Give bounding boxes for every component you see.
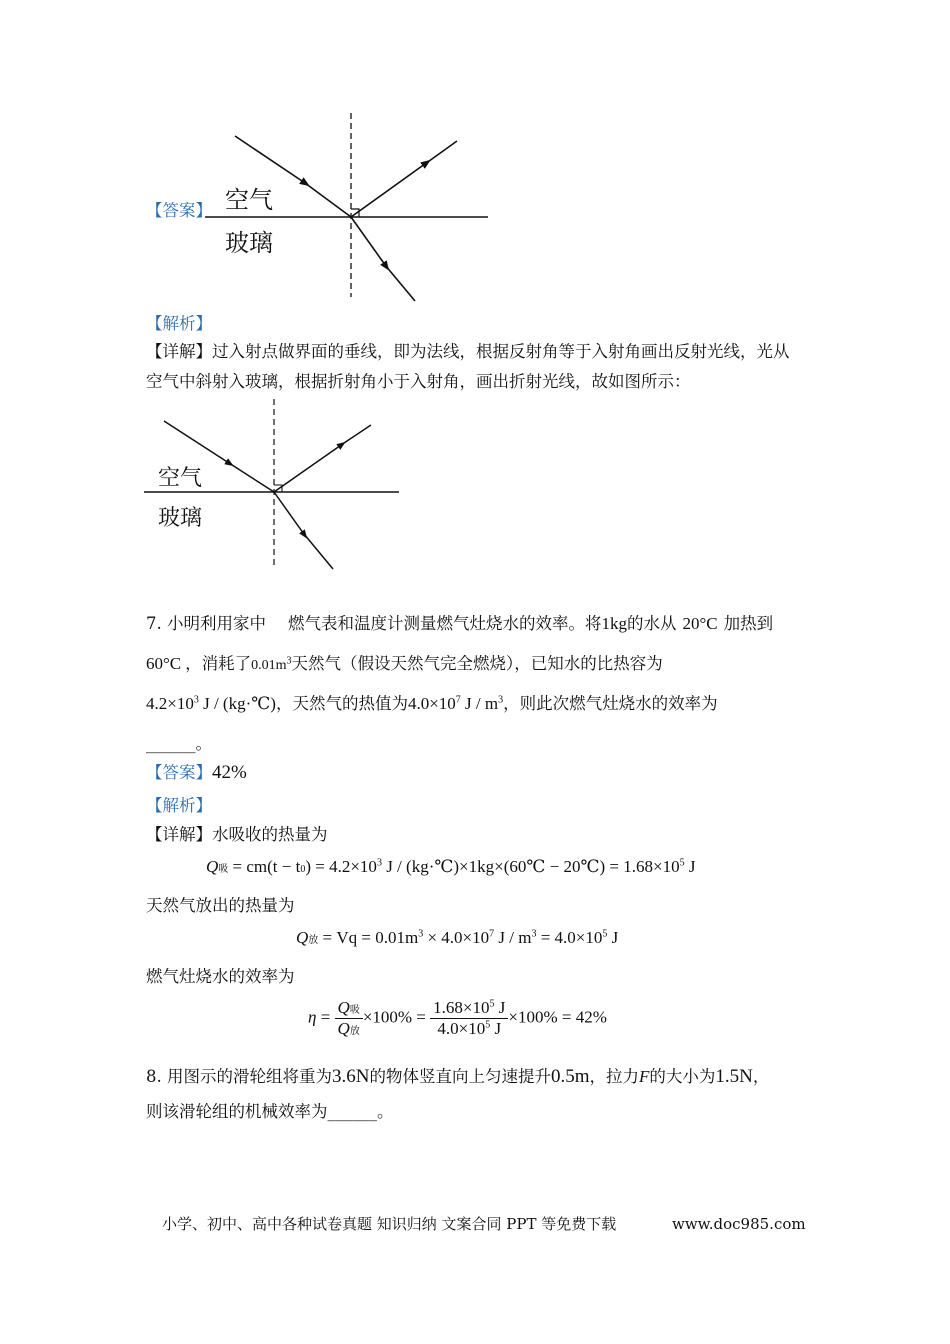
answer-tag: 【答案】 bbox=[146, 201, 212, 220]
incident-ray-tail bbox=[229, 463, 274, 492]
q7-text-1a: 7. 小明利用家中 bbox=[146, 614, 266, 633]
q7-frac2-num-a: 1.68×10 bbox=[433, 998, 490, 1017]
q8-force-symbol: F bbox=[639, 1067, 650, 1086]
q7-frac1-Q2: Q bbox=[337, 1019, 350, 1038]
q7-start-temp: 20°C bbox=[682, 614, 718, 633]
q7-frac1-Q: Q bbox=[337, 998, 350, 1017]
q7-eq2-e: J bbox=[607, 928, 619, 947]
q7-line-1 bbox=[146, 613, 773, 635]
q7-eq2-d: = 4.0×10 bbox=[536, 928, 603, 947]
q7-frac2-num-exp: 5 bbox=[489, 998, 495, 1010]
q7-eq2-sub: 放 bbox=[308, 935, 319, 946]
q8-line-1 bbox=[146, 1066, 769, 1088]
reflected-ray bbox=[274, 443, 344, 492]
q7-frac2-num bbox=[430, 998, 508, 1019]
footer-link[interactable]: www.doc985.com bbox=[672, 1215, 806, 1233]
q7-text-2a: ，消耗了 bbox=[185, 654, 252, 673]
q7-frac1-sub: 吸 bbox=[349, 1005, 360, 1016]
q7-equation-2 bbox=[296, 928, 618, 948]
incident-ray-tail bbox=[305, 183, 351, 217]
q7-eq2-exp1: 3 bbox=[418, 928, 424, 940]
q7-eq2-b: × 4.0×10 bbox=[423, 928, 490, 947]
q7-step-2: 天然气放出的热量为 bbox=[146, 896, 295, 915]
q7-text-1d: 加热到 bbox=[723, 614, 774, 633]
q7-frac2-den bbox=[430, 1019, 508, 1039]
q7-blank: ______。 bbox=[146, 734, 212, 753]
q7-eq1-sub0: 0 bbox=[300, 864, 306, 875]
q7-text-2b: 天然气（假设天然气完全燃烧），已知水的比热容为 bbox=[291, 654, 663, 673]
q7-eq1-sub: 吸 bbox=[218, 864, 229, 875]
q7-frac2-den-exp: 5 bbox=[485, 1019, 491, 1031]
q7-eq2-Q: Q bbox=[296, 928, 309, 947]
q8-force: 1.5N bbox=[715, 1066, 753, 1087]
q7-specific-heat bbox=[146, 694, 276, 713]
q8-text-1d: 的大小为 bbox=[649, 1067, 716, 1086]
q7-eq1-exp2: 5 bbox=[679, 857, 685, 869]
q7-step-1 bbox=[146, 824, 328, 846]
reflected-ray bbox=[351, 161, 429, 217]
glass-label: 玻璃 bbox=[158, 506, 203, 531]
q8-text-1e: ， bbox=[752, 1067, 770, 1086]
q7-frac1-num bbox=[335, 998, 363, 1019]
detail-tag: 【详解】 bbox=[146, 342, 212, 361]
footer-text: 小学、初中、高中各种试卷真题 知识归纳 文案合同 PPT 等免费下载 bbox=[162, 1215, 617, 1233]
refracted-ray bbox=[274, 492, 306, 537]
q7-text-1c: 的水从 bbox=[627, 614, 677, 633]
q7-step-1-text: 水吸收的热量为 bbox=[212, 825, 328, 844]
q7-detail-tag: 【详解】 bbox=[146, 825, 212, 844]
q7-text-3b: ，则此次燃气灶烧水的效率为 bbox=[503, 694, 718, 713]
answer-refraction-diagram bbox=[195, 105, 505, 310]
q7-equation-1 bbox=[206, 857, 695, 877]
q7-answer-tag: 【答案】 bbox=[146, 763, 212, 782]
refracted-ray bbox=[351, 217, 388, 269]
q7-answer-value: 42% bbox=[212, 762, 247, 783]
q7-volume bbox=[251, 655, 292, 673]
q7-line-3 bbox=[146, 693, 718, 715]
q7-eq2-a: = Vq = 0.01m bbox=[318, 928, 419, 947]
q7-end-temp: 60°C bbox=[146, 654, 182, 673]
q7-heat-value bbox=[408, 694, 503, 713]
q7-q-coef: 4.0×10 bbox=[407, 694, 456, 713]
q7-eq2-exp4: 5 bbox=[602, 928, 608, 940]
q7-volume-num: 0.01m bbox=[251, 658, 287, 673]
glass-label: 玻璃 bbox=[225, 229, 273, 257]
q7-eq3-fraction-1 bbox=[335, 998, 363, 1039]
reflected-ray-tail bbox=[341, 425, 371, 445]
q7-frac2-den-b: J bbox=[490, 1019, 502, 1038]
q7-eq2-exp3: 3 bbox=[531, 928, 537, 940]
q7-c-coef: 4.2×10 bbox=[146, 694, 194, 713]
q7-eq3-fraction-2 bbox=[430, 998, 508, 1039]
q7-equation-3 bbox=[308, 998, 607, 1039]
q8-height: 0.5m bbox=[550, 1066, 590, 1087]
air-label: 空气 bbox=[158, 466, 203, 491]
reflected-ray-tail bbox=[425, 141, 457, 164]
q7-eq1-Q: Q bbox=[206, 857, 219, 876]
q7-q-unit-exp: 3 bbox=[498, 694, 504, 706]
incident-ray bbox=[235, 136, 308, 185]
q7-eq3-b: ×100% = bbox=[362, 1007, 431, 1027]
q7-eq3-c: ×100% = 42% bbox=[508, 1007, 607, 1027]
q7-step-3: 燃气灶烧水的效率为 bbox=[146, 967, 295, 986]
q7-q-exp: 7 bbox=[455, 694, 461, 706]
q7-eq2-c: J / m bbox=[494, 928, 532, 947]
q7-volume-exp: 3 bbox=[286, 655, 292, 667]
air-label: 空气 bbox=[225, 186, 273, 214]
q7-analysis-tag: 【解析】 bbox=[146, 796, 212, 815]
q7-text-1b: 燃气表和温度计测量燃气灶烧水的效率。将 bbox=[288, 614, 602, 633]
q7-c-unit: J / (kg·℃) bbox=[198, 694, 276, 713]
q7-mass: 1kg bbox=[601, 614, 627, 633]
q8-line-2: 则该滑轮组的机械效率为______。 bbox=[146, 1102, 394, 1121]
q7-eq1-b: ) = 4.2×10 bbox=[305, 857, 377, 876]
q7-frac2-num-b: J bbox=[494, 998, 506, 1017]
analysis-tag: 【解析】 bbox=[146, 314, 212, 333]
q7-eq1-c: J / (kg·℃)×1kg×(60℃ − 20℃) = 1.68×10 bbox=[381, 857, 680, 876]
q7-eq2-exp2: 7 bbox=[489, 928, 495, 940]
q7-q-unit: J / m bbox=[460, 694, 499, 713]
q7-text-3a: ，天然气的热值为 bbox=[275, 694, 408, 713]
q7-answer-line bbox=[146, 762, 247, 784]
q7-eq1-d: J bbox=[684, 857, 696, 876]
analysis-line-2: 空气中斜射入玻璃，根据折射角小于入射角，画出折射光线，故如图所示： bbox=[146, 372, 691, 391]
q7-frac2-den-a: 4.0×10 bbox=[437, 1019, 486, 1038]
q7-line-2 bbox=[146, 653, 663, 677]
refracted-ray-tail bbox=[304, 534, 333, 569]
refracted-ray-tail bbox=[385, 265, 415, 301]
q8-weight: 3.6N bbox=[332, 1066, 370, 1087]
analysis-text-1: 过入射点做界面的垂线，即为法线，根据反射角等于入射角画出反射光线，光从 bbox=[212, 342, 790, 361]
analysis-line-1 bbox=[146, 341, 790, 363]
analysis-refraction-diagram bbox=[140, 395, 405, 573]
q7-eq1-a: = cm(t − t bbox=[228, 857, 301, 876]
q7-eq3-a: = bbox=[316, 1007, 335, 1027]
q8-text-1b: 的物体竖直向上匀速提升 bbox=[369, 1067, 551, 1086]
q7-frac1-den bbox=[335, 1019, 363, 1039]
q7-eq3-eta: η bbox=[308, 1007, 317, 1027]
incident-ray bbox=[164, 421, 232, 465]
q7-eq1-exp1: 3 bbox=[376, 857, 382, 869]
q8-text-1a: 8. 用图示的滑轮组将重为 bbox=[146, 1067, 332, 1086]
q7-c-exp: 3 bbox=[193, 694, 199, 706]
q8-text-1c: ，拉力 bbox=[589, 1067, 640, 1086]
q7-frac1-sub2: 放 bbox=[349, 1026, 360, 1037]
